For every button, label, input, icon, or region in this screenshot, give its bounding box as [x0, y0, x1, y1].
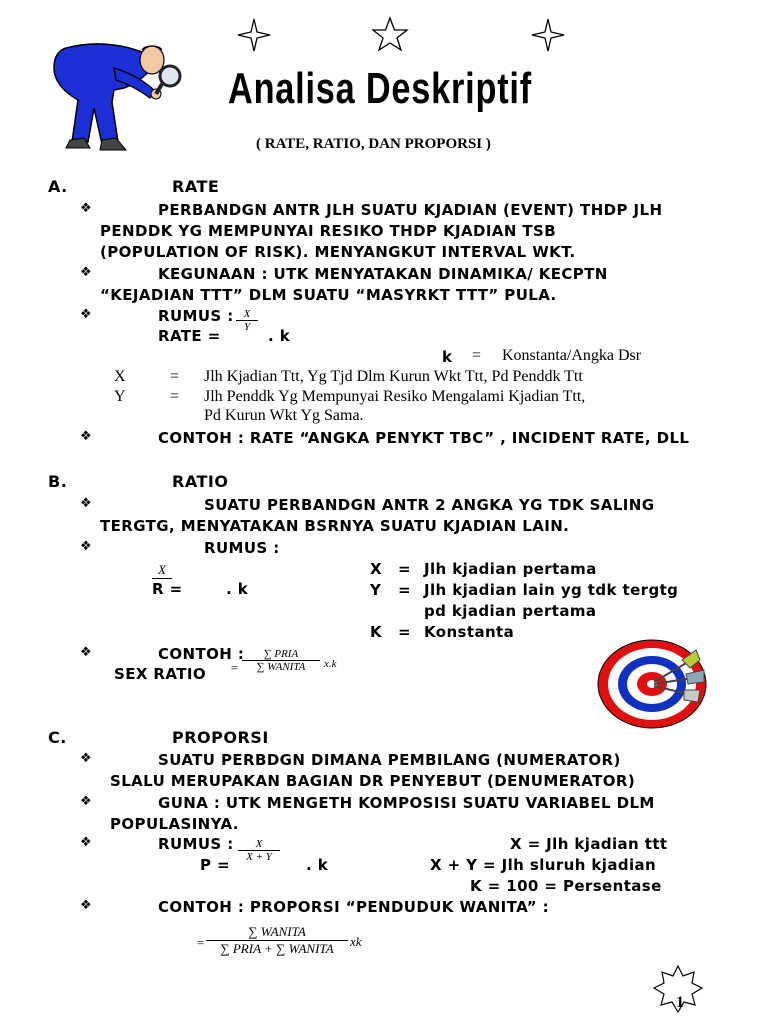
- y-def-text: Pd Kurun Wkt Yg Sama.: [204, 407, 364, 424]
- page-title: Analisa Deskriptif: [228, 64, 532, 113]
- rate-fraction-denominator: Y: [243, 321, 251, 333]
- page-subtitle: ( RATE, RATIO, DAN PROPORSI ): [256, 136, 491, 152]
- ratio-def-text: Konstanta: [424, 623, 515, 641]
- diamond-bullet-icon: ❖: [80, 794, 92, 809]
- x-def-var: X: [114, 368, 126, 385]
- proporsi-definition-line: SLALU MERUPAKAN BAGIAN DR PENYEBUT (DENUMERATOR): [110, 772, 636, 790]
- star-icon: [236, 18, 272, 52]
- ratio-example-label: CONTOH :: [158, 645, 245, 663]
- ratio-def-eq: =: [398, 560, 411, 578]
- dartboard-target-icon: [596, 634, 712, 730]
- sex-ratio-fraction: [242, 648, 320, 673]
- rate-definition-line: (POPULATION OF RISK). MENYANGKUT INTERVAL WKT.: [100, 243, 576, 261]
- diamond-bullet-icon: ❖: [80, 898, 92, 913]
- ratio-def-eq: =: [398, 581, 411, 599]
- proporsi-formula-k: . k: [306, 856, 329, 874]
- rate-definition-line: PENDDK YG MEMPUNYAI RESIKO THDP KJADIAN TSB: [100, 222, 557, 240]
- detective-clipart-icon: [44, 38, 184, 156]
- proporsi-usage-line: POPULASINYA.: [110, 815, 239, 833]
- diamond-bullet-icon: ❖: [80, 307, 92, 322]
- sex-ratio-numerator: ∑ PRIA: [263, 648, 299, 660]
- y-def-text: Jlh Penddk Yg Mempunyai Resiko Mengalami Kjadian Ttt,: [204, 388, 586, 405]
- sex-ratio-eq: =: [230, 660, 239, 675]
- ratio-def-eq: =: [398, 623, 411, 641]
- section-b-heading: RATIO: [172, 472, 229, 491]
- rate-fraction-numerator: X: [243, 308, 251, 320]
- ratio-def-text: Jlh kjadian pertama: [424, 560, 597, 578]
- diamond-bullet-icon: ❖: [80, 645, 92, 660]
- section-c-heading: PROPORSI: [172, 728, 269, 747]
- ratio-definition-line: SUATU PERBANDGN ANTR 2 ANGKA YG TDK SALING: [204, 496, 655, 514]
- proporsi-example: CONTOH : PROPORSI “PENDUDUK WANITA” :: [158, 898, 550, 916]
- diamond-bullet-icon: ❖: [80, 496, 92, 511]
- diamond-bullet-icon: ❖: [80, 835, 92, 850]
- x-def-eq: =: [170, 368, 180, 385]
- diamond-bullet-icon: ❖: [80, 201, 92, 216]
- ratio-def-text: Jlh kjadian lain yg tdk tergtg: [424, 581, 679, 599]
- ratio-def-var: X: [370, 560, 382, 578]
- sex-ratio-label: SEX RATIO: [114, 665, 206, 683]
- proporsi-def-text: X + Y = Jlh sluruh kjadian: [430, 856, 657, 874]
- ratio-definition-line: TERGTG, MENYATAKAN BSRNYA SUATU KJADIAN LAIN.: [100, 517, 570, 535]
- penduduk-wanita-denominator: ∑ PRIA + ∑ WANITA: [220, 941, 334, 956]
- rate-formula-k: . k: [268, 327, 291, 345]
- penduduk-wanita-numerator: ∑ WANITA: [248, 924, 306, 939]
- proporsi-fraction-denominator: X + Y: [246, 851, 272, 863]
- proporsi-definition-line: SUATU PERBDGN DIMANA PEMBILANG (NUMERATOR): [158, 751, 621, 769]
- proporsi-formula-label: RUMUS :: [158, 835, 234, 853]
- k-def-eq: =: [472, 347, 482, 364]
- ratio-def-var: K: [370, 623, 383, 641]
- section-c-label: C.: [48, 728, 67, 747]
- x-def-text: Jlh Kjadian Ttt, Yg Tjd Dlm Kurun Wkt Ttt, Pd Penddk Ttt: [204, 368, 583, 385]
- penduduk-wanita-eq: =: [196, 935, 205, 950]
- diamond-bullet-icon: ❖: [80, 539, 92, 554]
- ratio-formula-label: RUMUS :: [204, 539, 280, 557]
- section-a-heading: RATE: [172, 177, 220, 196]
- sex-ratio-denominator: ∑ WANITA: [256, 661, 306, 673]
- proporsi-fraction-numerator: X: [255, 838, 263, 850]
- fraction-bar: [152, 578, 172, 579]
- y-def-var: Y: [114, 388, 126, 405]
- rate-usage-line: “KEJADIAN TTT” DLM SUATU “MASYRKT TTT” PULA.: [100, 286, 557, 304]
- k-def-text: Konstanta/Angka Dsr: [502, 347, 642, 364]
- y-def-eq: =: [170, 388, 180, 405]
- rate-example: CONTOH : RATE “ANGKA PENYKT TBC” , INCIDENT RATE, DLL: [158, 429, 690, 447]
- proporsi-formula-eq: P =: [200, 856, 230, 874]
- section-b-label: B.: [48, 472, 68, 491]
- proporsi-def-text: X = Jlh kjadian ttt: [510, 835, 668, 853]
- penduduk-wanita-fraction: [206, 924, 348, 957]
- rate-fraction: [236, 308, 258, 333]
- diamond-bullet-icon: ❖: [80, 265, 92, 280]
- ratio-def-var: Y: [370, 581, 382, 599]
- proporsi-fraction: [238, 838, 280, 863]
- k-def-var: k: [442, 348, 453, 366]
- ratio-formula-k: . k: [226, 580, 249, 598]
- rate-definition-line: PERBANDGN ANTR JLH SUATU KJADIAN (EVENT) THDP JLH: [158, 201, 663, 219]
- star-icon: [371, 16, 409, 52]
- ratio-def-text: pd kjadian pertama: [424, 602, 597, 620]
- proporsi-usage-line: GUNA : UTK MENGETH KOMPOSISI SUATU VARIABEL DLM: [158, 794, 655, 812]
- rate-formula-label: RUMUS :: [158, 307, 234, 325]
- diamond-bullet-icon: ❖: [80, 429, 92, 444]
- proporsi-def-text: K = 100 = Persentase: [470, 877, 662, 895]
- ratio-fraction-numerator: X: [158, 562, 166, 577]
- section-a-label: A.: [48, 177, 68, 196]
- page-number: 1: [676, 994, 684, 1011]
- penduduk-wanita-tail: xk: [350, 934, 362, 949]
- ratio-formula-eq: R =: [152, 580, 183, 598]
- rate-usage-line: KEGUNAAN : UTK MENYATAKAN DINAMIKA/ KECPTN: [158, 265, 608, 283]
- diamond-bullet-icon: ❖: [80, 751, 92, 766]
- star-icon: [530, 18, 566, 52]
- rate-formula-eq: RATE =: [158, 327, 221, 345]
- sex-ratio-tail: x.k: [324, 658, 337, 670]
